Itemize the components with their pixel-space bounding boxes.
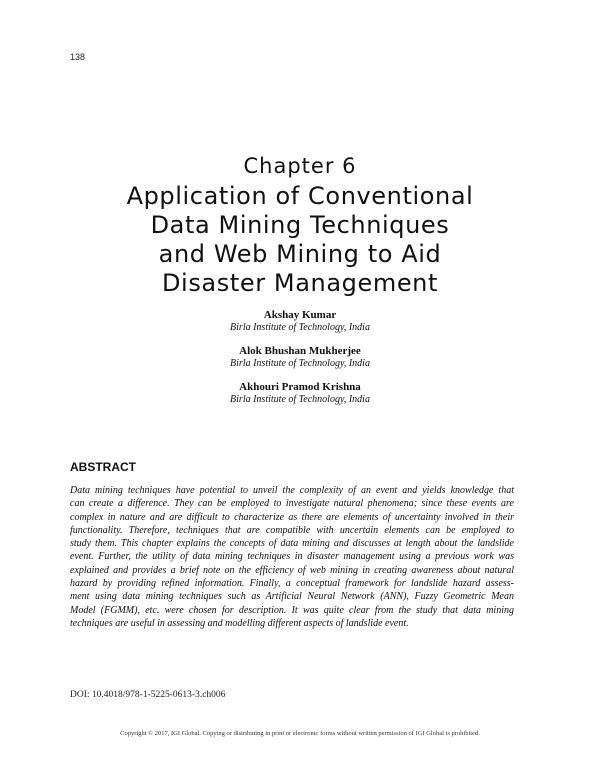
- abstract-body: [70, 484, 514, 630]
- abstract-line: Model (FGMM), etc. were chosen for description. It was quite clear from the study that data mining: [70, 604, 514, 616]
- title-line: Data Mining Techniques: [150, 211, 450, 239]
- abstract-line: Data mining techniques have potential to unveil the complexity of an event and yields knowledge that: [70, 485, 514, 496]
- author-name: Akhouri Pramod Krishna: [239, 381, 361, 393]
- abstract-heading: ABSTRACT: [70, 460, 136, 474]
- author-affiliation: Birla Institute of Technology, India: [230, 322, 370, 333]
- title-line: and Web Mining to Aid: [158, 240, 442, 268]
- author-affiliation: Birla Institute of Technology, India: [230, 394, 370, 405]
- author-block: [0, 381, 600, 406]
- author-name: Alok Bhushan Mukherjee: [239, 345, 361, 357]
- abstract-line: ment using data mining techniques such as Artificial Neural Network (ANN), Fuzzy Geometric Mean: [70, 591, 514, 603]
- abstract-line: hazard by providing refined information. Finally, a conceptual framework for landslide hazard assess-: [70, 578, 514, 590]
- abstract-line: functionality. Therefore, techniques that are compatible with uncertain elements can be employed to: [70, 524, 514, 536]
- author-block: [0, 345, 600, 370]
- chapter-label: Chapter 6: [243, 154, 357, 178]
- author-affiliation: Birla Institute of Technology, India: [230, 358, 370, 369]
- abstract-line: complex in nature and are difficult to characterize as there are elements of uncertainty involved in their: [70, 511, 514, 523]
- copyright-notice: Copyright © 2017, IGI Global. Copying or distributing in print or electronic forms without written permission of IGI Global is prohibited.: [120, 730, 480, 737]
- doi: DOI: 10.4018/978-1-5225-0613-3.ch006: [70, 690, 226, 700]
- abstract-line: can create a difference. They can be employed to investigate natural phenomena; since these events are: [70, 498, 514, 510]
- author-block: [0, 309, 600, 334]
- title-line: Application of Conventional: [126, 182, 474, 210]
- title-line: Disaster Management: [161, 269, 439, 297]
- abstract-line: event. Further, the utility of data mining techniques in disaster management using a previous work was: [70, 551, 514, 563]
- page-number: 138: [70, 52, 86, 62]
- chapter-title: [60, 182, 540, 298]
- abstract-line: techniques are useful in assessing and modelling different aspects of landslide event.: [70, 617, 409, 629]
- abstract-line: explained and provides a brief note on the efficiency of web mining in creating awareness about natural: [70, 564, 514, 576]
- abstract-line: study them. This chapter explains the concepts of data mining and discusses at length about the landslide: [70, 538, 514, 550]
- author-name: Akshay Kumar: [263, 309, 337, 321]
